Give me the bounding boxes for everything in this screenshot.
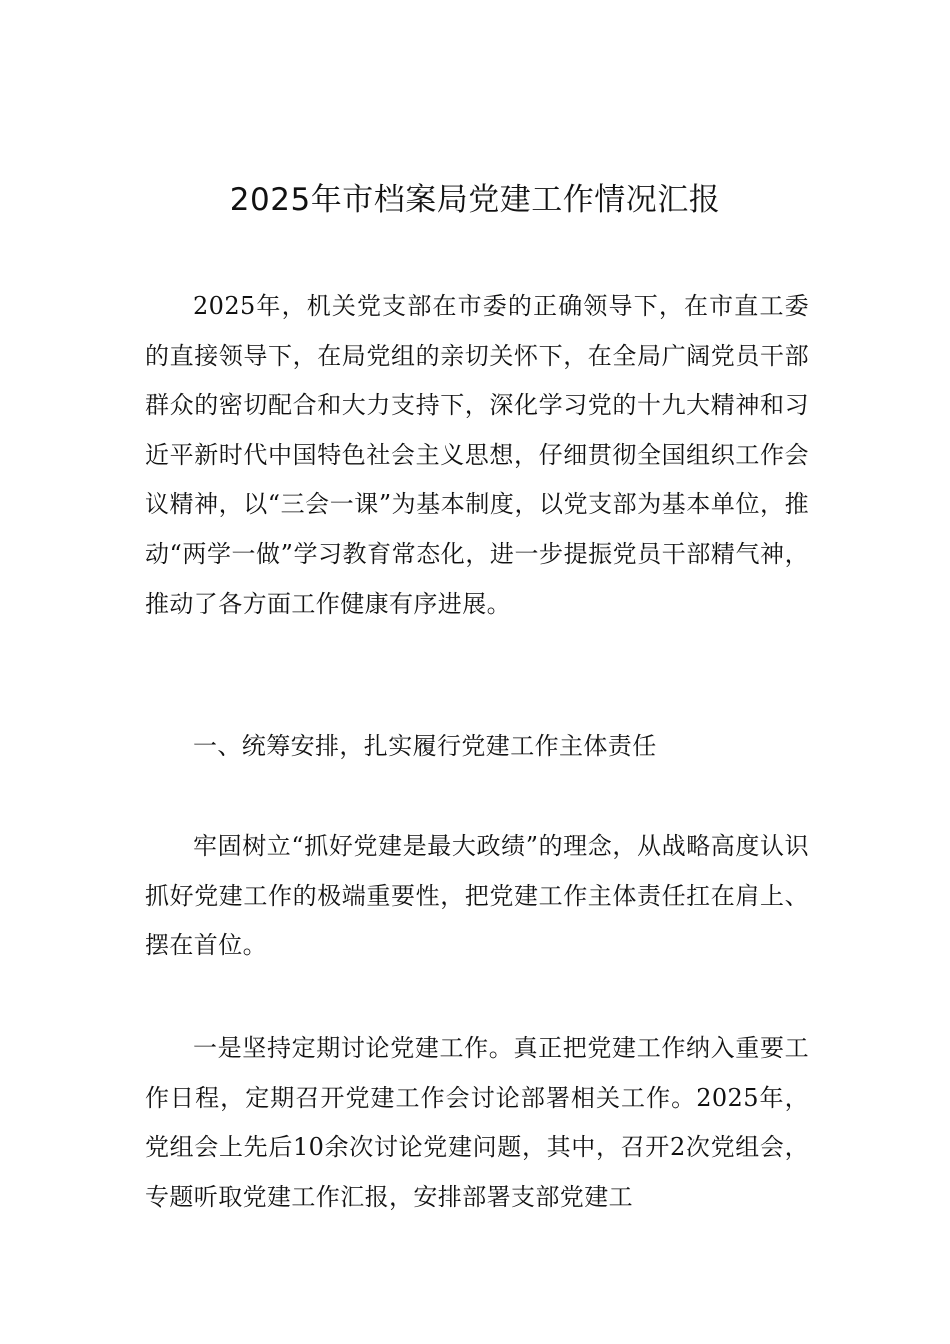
intro-paragraph: 2025年，机关党支部在市委的正确领导下，在市直工委的直接领导下，在局党组的亲切关怀下，在全局广阔党员干部群众的密切配合和大力支持下，深化学习党的十九大精神和习近平新时代中国特色社会主义思想，仔细贯彻全国组织工作会议精神，以“三会一课”为基本制度，以党支部为基本单位，推动“两学一做”学习教育常态化，进一步提振党员干部精气神，推动了各方面工作健康有序进展。 <box>145 292 809 618</box>
document-title: 2025年市档案局党建工作情况汇报 <box>229 182 721 218</box>
body-paragraph: 一是坚持定期讨论党建工作。真正把党建工作纳入重要工作日程，定期召开党建工作会讨论部署相关工作。2025年，党组会上先后10余次讨论党建问题，其中，召开2次党组会，专题听取党建工作汇报，安排部署支部党建工 <box>145 1034 809 1211</box>
body-paragraph: 牢固树立“抓好党建是最大政绩”的理念，从战略高度认识抓好党建工作的极端重要性，把党建工作主体责任扛在肩上、摆在首位。 <box>145 832 809 960</box>
section-heading: 一、统筹安排，扎实履行党建工作主体责任 <box>193 732 657 760</box>
